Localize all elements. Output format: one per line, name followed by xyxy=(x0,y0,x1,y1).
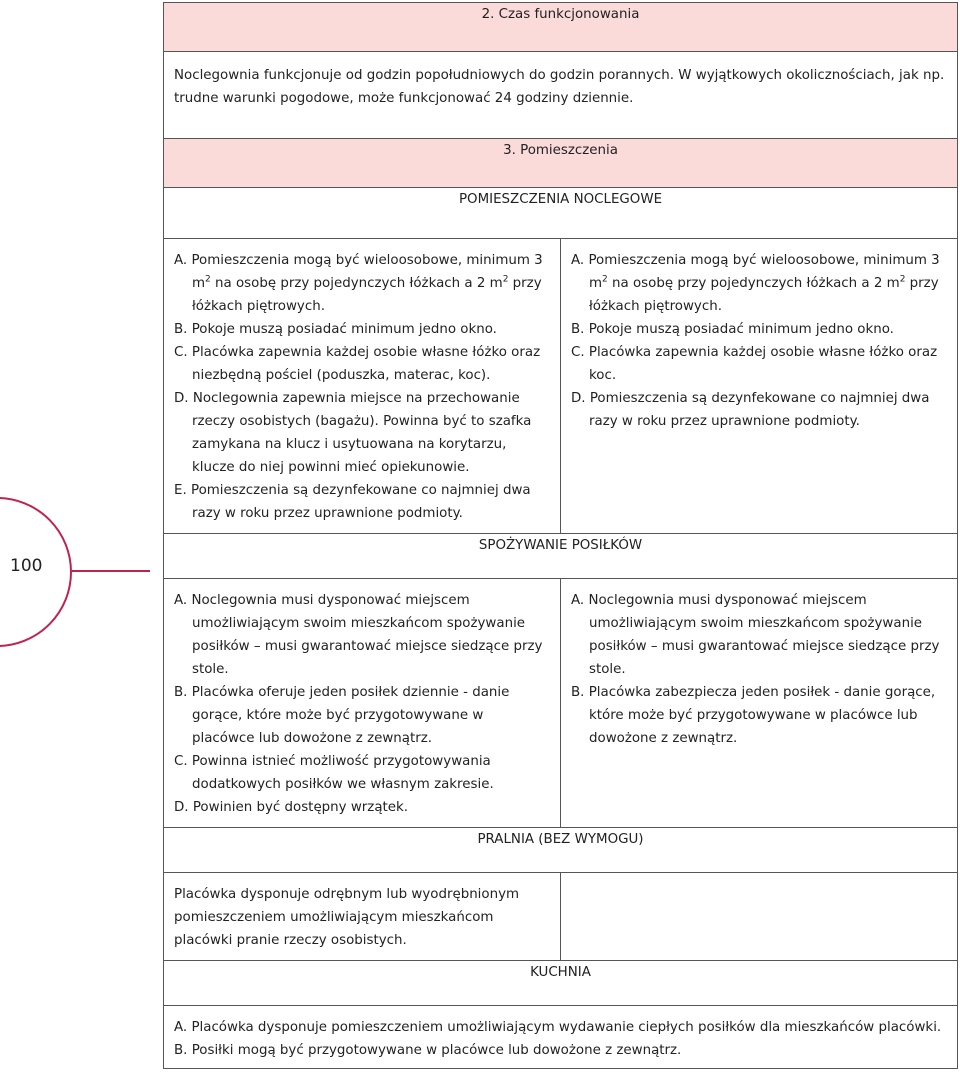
subsection-title-noclegowe: POMIESZCZENIA NOCLEGOWE xyxy=(164,188,958,239)
list-item: B. Placówka oferuje jeden posiłek dziennie - danie gorące, które może być przygotowywane w placówce lub dowożone z zewnątrz. xyxy=(174,685,510,746)
list-item: E. Pomieszczenia są dezynfekowane co najmniej dwa razy w roku przez uprawnione podmioty. xyxy=(174,483,531,521)
list-item: C. Placówka zapewnia każdej osobie własne łóżko oraz koc. xyxy=(571,345,938,383)
section-title-czas: 2. Czas funkcjonowania xyxy=(164,3,958,52)
list-item: A. Noclegownia musi dysponować miejscem umożliwiającym swoim mieszkańcom spożywanie posiłków – musi gwarantować miejsce siedzące przy stole. xyxy=(174,593,543,677)
pralnia-right-cell xyxy=(561,873,958,961)
list-item: D. Pomieszczenia są dezynfekowane co najmniej dwa razy w roku przez uprawnione podmioty. xyxy=(571,391,930,429)
posilki-right-cell xyxy=(561,579,958,828)
noclegowe-left-cell xyxy=(164,239,561,534)
subsection-title-posilki: SPOŻYWANIE POSIŁKÓW xyxy=(164,534,958,579)
czas-text: Noclegownia funkcjonuje od godzin popołudniowych do godzin porannych. W wyjątkowych okolicznościach, jak np. trudne warunki pogodowe, może funkcjonować 24 godziny dziennie. xyxy=(164,52,958,139)
list-item: C. Placówka zapewnia każdej osobie własne łóżko oraz niezbędną pościel (poduszka, materac, koc). xyxy=(174,345,541,383)
standards-table xyxy=(163,2,958,1069)
page-number-line xyxy=(72,570,150,572)
list-item: B. Placówka zabezpiecza jeden posiłek - danie gorące, które może być przygotowywane w placówce lub dowożone z zewnątrz. xyxy=(571,685,936,746)
subsection-title-kuchnia: KUCHNIA xyxy=(164,961,958,1006)
kuchnia-cell xyxy=(164,1006,958,1069)
list-item: D. Powinien być dostępny wrzątek. xyxy=(174,800,409,815)
list-item: A. Pomieszczenia mogą być wieloosobowe, minimum 3 $m^2$ na osobę przy pojedynczych łóżkach a 2 $m^2$ przy łóżkach piętrowych. xyxy=(174,253,543,314)
list-item: A. Pomieszczenia mogą być wieloosobowe, minimum 3 $m^2$ na osobę przy pojedynczych łóżkach a 2 $m^2$ przy łóżkach piętrowych. xyxy=(571,253,940,314)
list-item: B. Posiłki mogą być przygotowywane w placówce lub dowożone z zewnątrz. xyxy=(174,1043,682,1058)
list-item: A. Placówka dysponuje pomieszczeniem umożliwiającym wydawanie ciepłych posiłków dla mieszkańców placówki. xyxy=(174,1020,942,1035)
list-item: B. Pokoje muszą posiadać minimum jedno okno. xyxy=(571,322,894,337)
section-title-pomieszczenia: 3. Pomieszczenia xyxy=(164,139,958,188)
list-item: A. Noclegownia musi dysponować miejscem umożliwiającym swoim mieszkańcom spożywanie posiłków – musi gwarantować miejsce siedzące przy stole. xyxy=(571,593,940,677)
list-item: D. Noclegownia zapewnia miejsce na przechowanie rzeczy osobistych (bagażu). Powinna być to szafka zamykana na klucz i usytuowana na korytarzu, klucze do niej powinni mieć opiekunowie. xyxy=(174,391,532,475)
list-item: C. Powinna istnieć możliwość przygotowywania dodatkowych posiłków we własnym zakresie. xyxy=(174,754,494,792)
pralnia-left-cell: Placówka dysponuje odrębnym lub wyodrębnionym pomieszczeniem umożliwiającym mieszkańcom placówki pranie rzeczy osobistych. xyxy=(164,873,561,961)
subsection-title-pralnia: PRALNIA (BEZ WYMOGU) xyxy=(164,828,958,873)
list-item: B. Pokoje muszą posiadać minimum jedno okno. xyxy=(174,322,497,337)
page-number: 100 xyxy=(10,556,43,576)
noclegowe-right-cell xyxy=(561,239,958,534)
posilki-left-cell xyxy=(164,579,561,828)
